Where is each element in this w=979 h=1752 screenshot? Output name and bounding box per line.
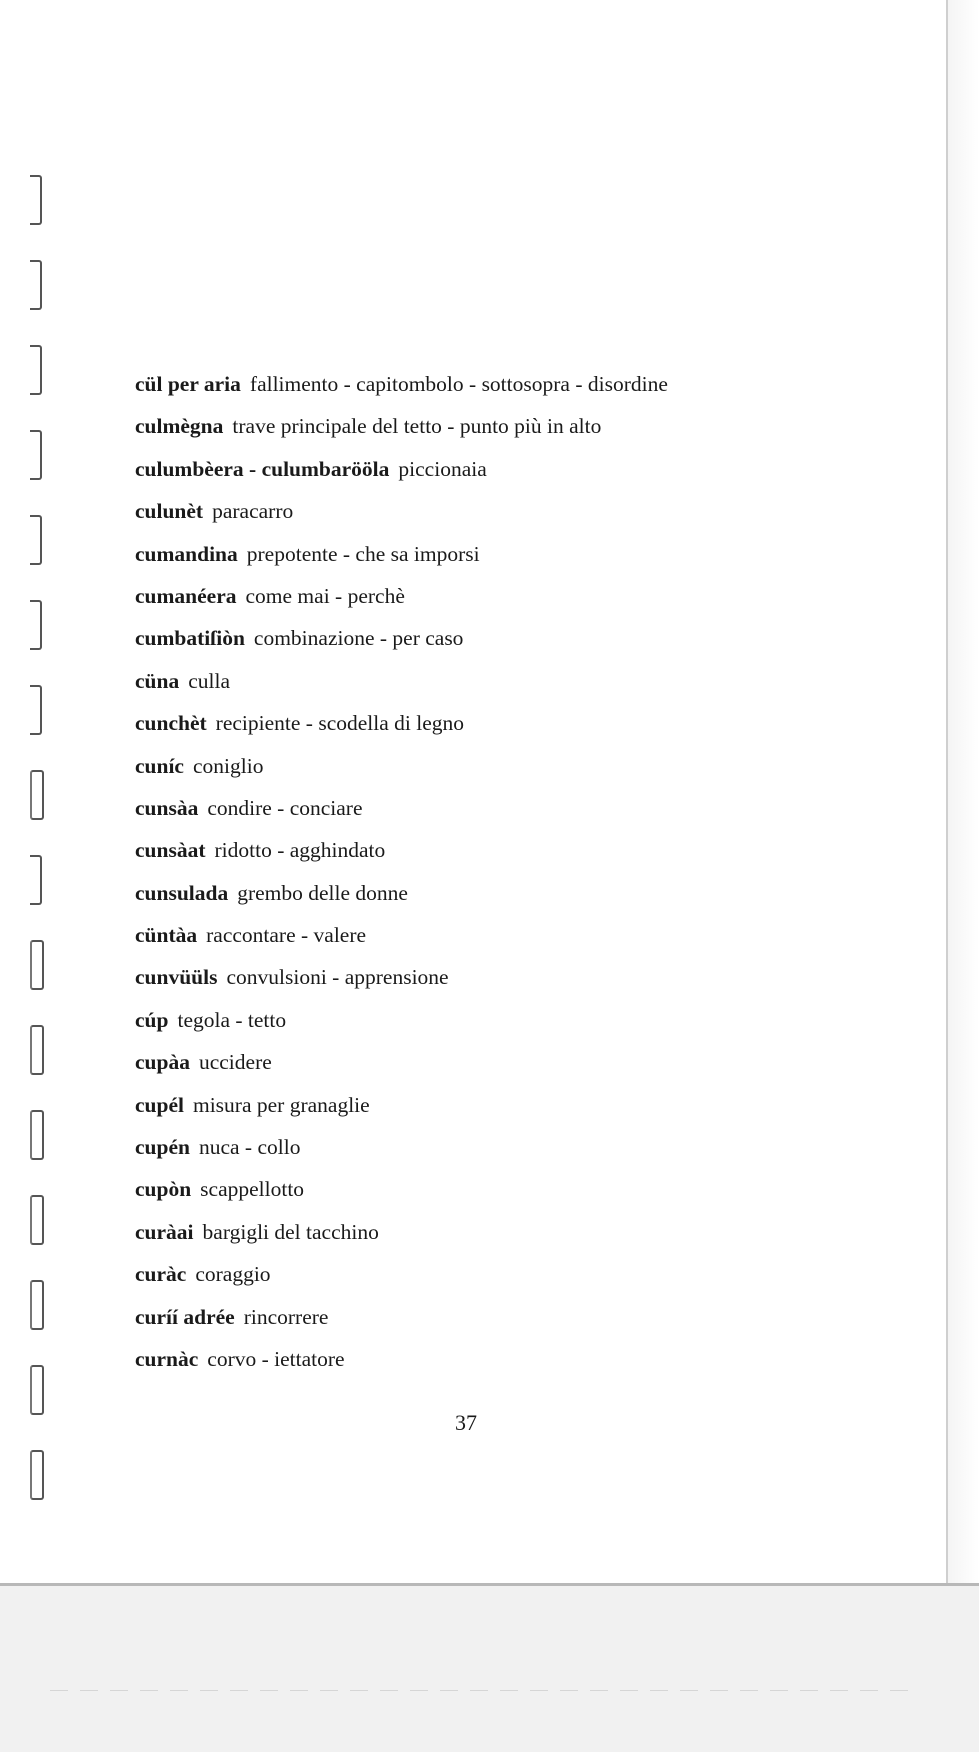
entry-gloss: coraggio <box>195 1262 271 1287</box>
entry-term: cunchèt <box>135 711 207 736</box>
entry-term: culunèt <box>135 499 204 524</box>
dictionary-entry <box>135 667 915 709</box>
entry-term: cuníc <box>135 753 184 778</box>
entry-gloss: misura per granaglie <box>192 1092 370 1117</box>
dictionary-entry <box>135 455 915 497</box>
dictionary-entry <box>135 1260 915 1302</box>
entry-term: cumanéera <box>135 583 237 608</box>
entry-term: culmègna <box>135 414 224 439</box>
dictionary-entry <box>135 1175 915 1217</box>
entry-gloss: paracarro <box>212 499 294 524</box>
dictionary-entry <box>135 1048 915 1090</box>
dictionary-entry <box>135 370 915 412</box>
entry-gloss: corvo - iettatore <box>207 1346 345 1371</box>
entry-term: curàai <box>135 1219 194 1244</box>
entry-gloss: ridotto - agghindato <box>214 838 386 863</box>
dictionary-entry <box>135 412 915 454</box>
entry-gloss: tegola - tetto <box>177 1007 287 1032</box>
entry-term: cumandina <box>135 541 238 566</box>
dictionary-entry <box>135 752 915 794</box>
entry-gloss: condire - conciare <box>207 795 363 820</box>
entry-term: cúp <box>135 1007 169 1032</box>
binding-holes <box>8 175 48 1575</box>
dictionary-entry <box>135 921 915 963</box>
binding-hole <box>30 430 42 480</box>
entry-gloss: come mai - perchè <box>245 583 405 608</box>
dictionary-entry <box>135 1133 915 1175</box>
entry-gloss: scappellotto <box>200 1177 305 1202</box>
entry-gloss: grembo delle donne <box>237 880 408 905</box>
entry-term: cupàa <box>135 1050 190 1075</box>
entry-gloss: bargigli del tacchino <box>202 1219 379 1244</box>
binding-hole <box>30 1365 44 1415</box>
dictionary-entry <box>135 624 915 666</box>
dictionary-entry <box>135 709 915 751</box>
entry-term: culumbèera - culumbarööla <box>135 456 390 481</box>
binding-hole <box>30 1450 44 1500</box>
binding-hole <box>30 600 42 650</box>
page-number: 37 <box>455 1410 477 1435</box>
scanner-line <box>50 1690 910 1691</box>
binding-hole <box>30 1280 44 1330</box>
entry-term: cunvüüls <box>135 965 218 990</box>
binding-hole <box>30 1110 44 1160</box>
entry-term: curnàc <box>135 1346 199 1371</box>
binding-hole <box>30 685 42 735</box>
dictionary-entry <box>135 1218 915 1260</box>
dictionary-entry <box>135 836 915 878</box>
page-right-edge <box>946 0 948 1585</box>
entry-term: cupòn <box>135 1177 192 1202</box>
entry-term: cunsàa <box>135 795 199 820</box>
entry-term: curàc <box>135 1262 187 1287</box>
scanner-background <box>0 1586 979 1752</box>
page-edge-shadow <box>948 0 979 1585</box>
entry-term: cunsulada <box>135 880 229 905</box>
entry-term: cüntàa <box>135 923 198 948</box>
dictionary-entry <box>135 1345 915 1387</box>
entry-gloss: raccontare - valere <box>206 923 367 948</box>
dictionary-entry <box>135 963 915 1005</box>
entry-term: cunsàat <box>135 838 206 863</box>
entry-gloss: coniglio <box>192 753 264 778</box>
entry-gloss: convulsioni - apprensione <box>226 965 449 990</box>
binding-hole <box>30 855 42 905</box>
entry-term: cül per aria <box>135 372 241 396</box>
entry-gloss: combinazione - per caso <box>253 626 464 651</box>
entry-gloss: recipiente - scodella di legno <box>215 711 465 736</box>
binding-hole <box>30 770 44 820</box>
dictionary-entry <box>135 1006 915 1048</box>
entry-gloss: uccidere <box>198 1050 272 1075</box>
entry-gloss: fallimento - capitombolo - sottosopra - disordine <box>249 372 668 396</box>
dictionary-entry <box>135 582 915 624</box>
entry-gloss: culla <box>188 668 231 693</box>
binding-hole <box>30 1195 44 1245</box>
binding-hole <box>30 345 42 395</box>
dictionary-entry <box>135 794 915 836</box>
binding-hole <box>30 940 44 990</box>
entry-term: cüna <box>135 668 180 693</box>
binding-hole <box>30 260 42 310</box>
dictionary-entry <box>135 497 915 539</box>
binding-hole <box>30 175 42 225</box>
dictionary-entry <box>135 879 915 921</box>
dictionary-entries <box>135 370 915 1387</box>
entry-gloss: rincorrere <box>243 1304 329 1329</box>
entry-term: curíí adrée <box>135 1304 235 1329</box>
entry-gloss: piccionaia <box>398 456 487 481</box>
entry-gloss: nuca - collo <box>198 1135 301 1160</box>
entry-gloss: prepotente - che sa imporsi <box>246 541 480 566</box>
dictionary-entry <box>135 1303 915 1345</box>
binding-hole <box>30 1025 44 1075</box>
entry-term: cupél <box>135 1092 184 1117</box>
entry-term: cumbatiſiòn <box>135 626 245 651</box>
entry-gloss: trave principale del tetto - punto più in alto <box>232 414 602 439</box>
binding-hole <box>30 515 42 565</box>
entry-term: cupén <box>135 1135 190 1160</box>
dictionary-entry <box>135 540 915 582</box>
dictionary-entry <box>135 1091 915 1133</box>
